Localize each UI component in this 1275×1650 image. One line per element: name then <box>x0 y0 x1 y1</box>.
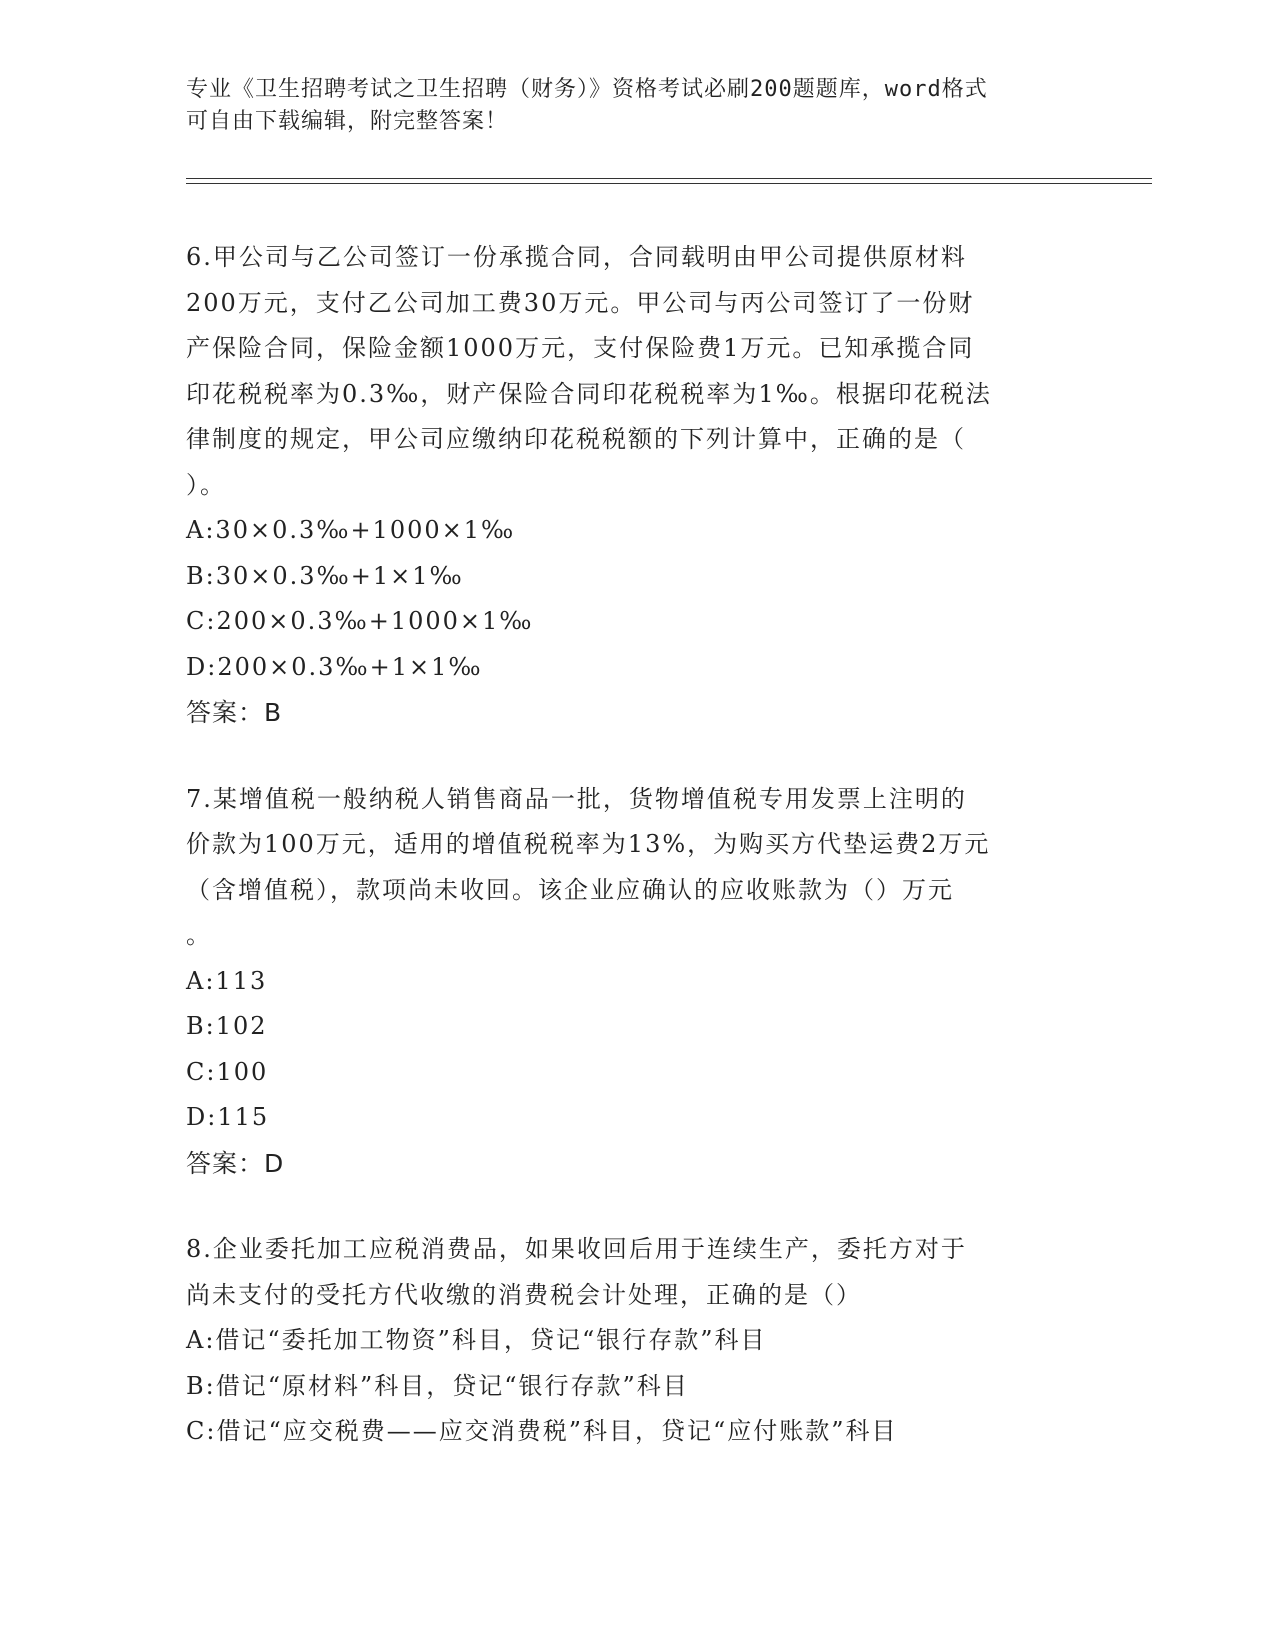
question-stem-line: 印花税税率为0.3‰，财产保险合同印花税税率为1‰。根据印花税法 <box>186 379 992 408</box>
option-a: A:30×0.3‰+1000×1‰ <box>186 516 516 544</box>
option-b: B:102 <box>186 1012 268 1040</box>
header-divider <box>186 178 1152 179</box>
option-c: C:借记“应交税费——应交消费税”科目，贷记“应付账款”科目 <box>186 1417 898 1445</box>
header-divider <box>186 183 1152 184</box>
answer-label: 答案：D <box>186 1148 285 1178</box>
option-b: B:30×0.3‰+1×1‰ <box>186 561 464 590</box>
question-stem-line: 200万元，支付乙公司加工费30万元。甲公司与丙公司签订了一份财 <box>186 288 975 317</box>
question-stem-line: 。 <box>186 921 212 949</box>
header-line: 专业《卫生招聘考试之卫生招聘（财务）》资格考试必刷200题题库，word格式 <box>186 77 988 102</box>
question-stem-line: 律制度的规定，甲公司应缴纳印花税税额的下列计算中，正确的是（ <box>186 425 966 453</box>
question-stem-line: 6.甲公司与乙公司签订一份承揽合同，合同载明由甲公司提供原材料 <box>186 243 967 271</box>
question-7 <box>186 777 1086 1187</box>
option-a: A:借记“委托加工物资”科目，贷记“银行存款”科目 <box>186 1326 767 1354</box>
option-b: B:借记“原材料”科目，贷记“银行存款”科目 <box>186 1371 689 1400</box>
question-stem-line: 价款为100万元，适用的增值税税率为13%，为购买方代垫运费2万元 <box>186 830 991 858</box>
question-8 <box>186 1227 1086 1455</box>
option-c: C:100 <box>186 1057 269 1086</box>
option-a: A:113 <box>186 966 268 995</box>
document-header <box>186 74 1066 138</box>
question-stem-line: 产保险合同，保险金额1000万元，支付保险费1万元。已知承揽合同 <box>186 334 975 362</box>
document-body <box>186 235 1086 1496</box>
question-stem-line: 7.某增值税一般纳税人销售商品一批，货物增值税专用发票上注明的 <box>186 784 967 813</box>
header-line: 可自由下载编辑，附完整答案！ <box>186 109 509 134</box>
question-stem-line: ）。 <box>186 470 226 499</box>
question-stem-line: 尚未支付的受托方代收缴的消费税会计处理，正确的是（） <box>186 1280 862 1309</box>
question-6 <box>186 235 1086 736</box>
option-c: C:200×0.3‰+1000×1‰ <box>186 607 534 635</box>
question-stem-line: （含增值税），款项尚未收回。该企业应确认的应收账款为（）万元 <box>186 875 954 904</box>
answer-label: 答案：B <box>186 698 283 727</box>
option-d: D:200×0.3‰+1×1‰ <box>186 652 483 681</box>
question-stem-line: 8.企业委托加工应税消费品，如果收回后用于连续生产，委托方对于 <box>186 1235 967 1263</box>
option-d: D:115 <box>186 1103 270 1131</box>
